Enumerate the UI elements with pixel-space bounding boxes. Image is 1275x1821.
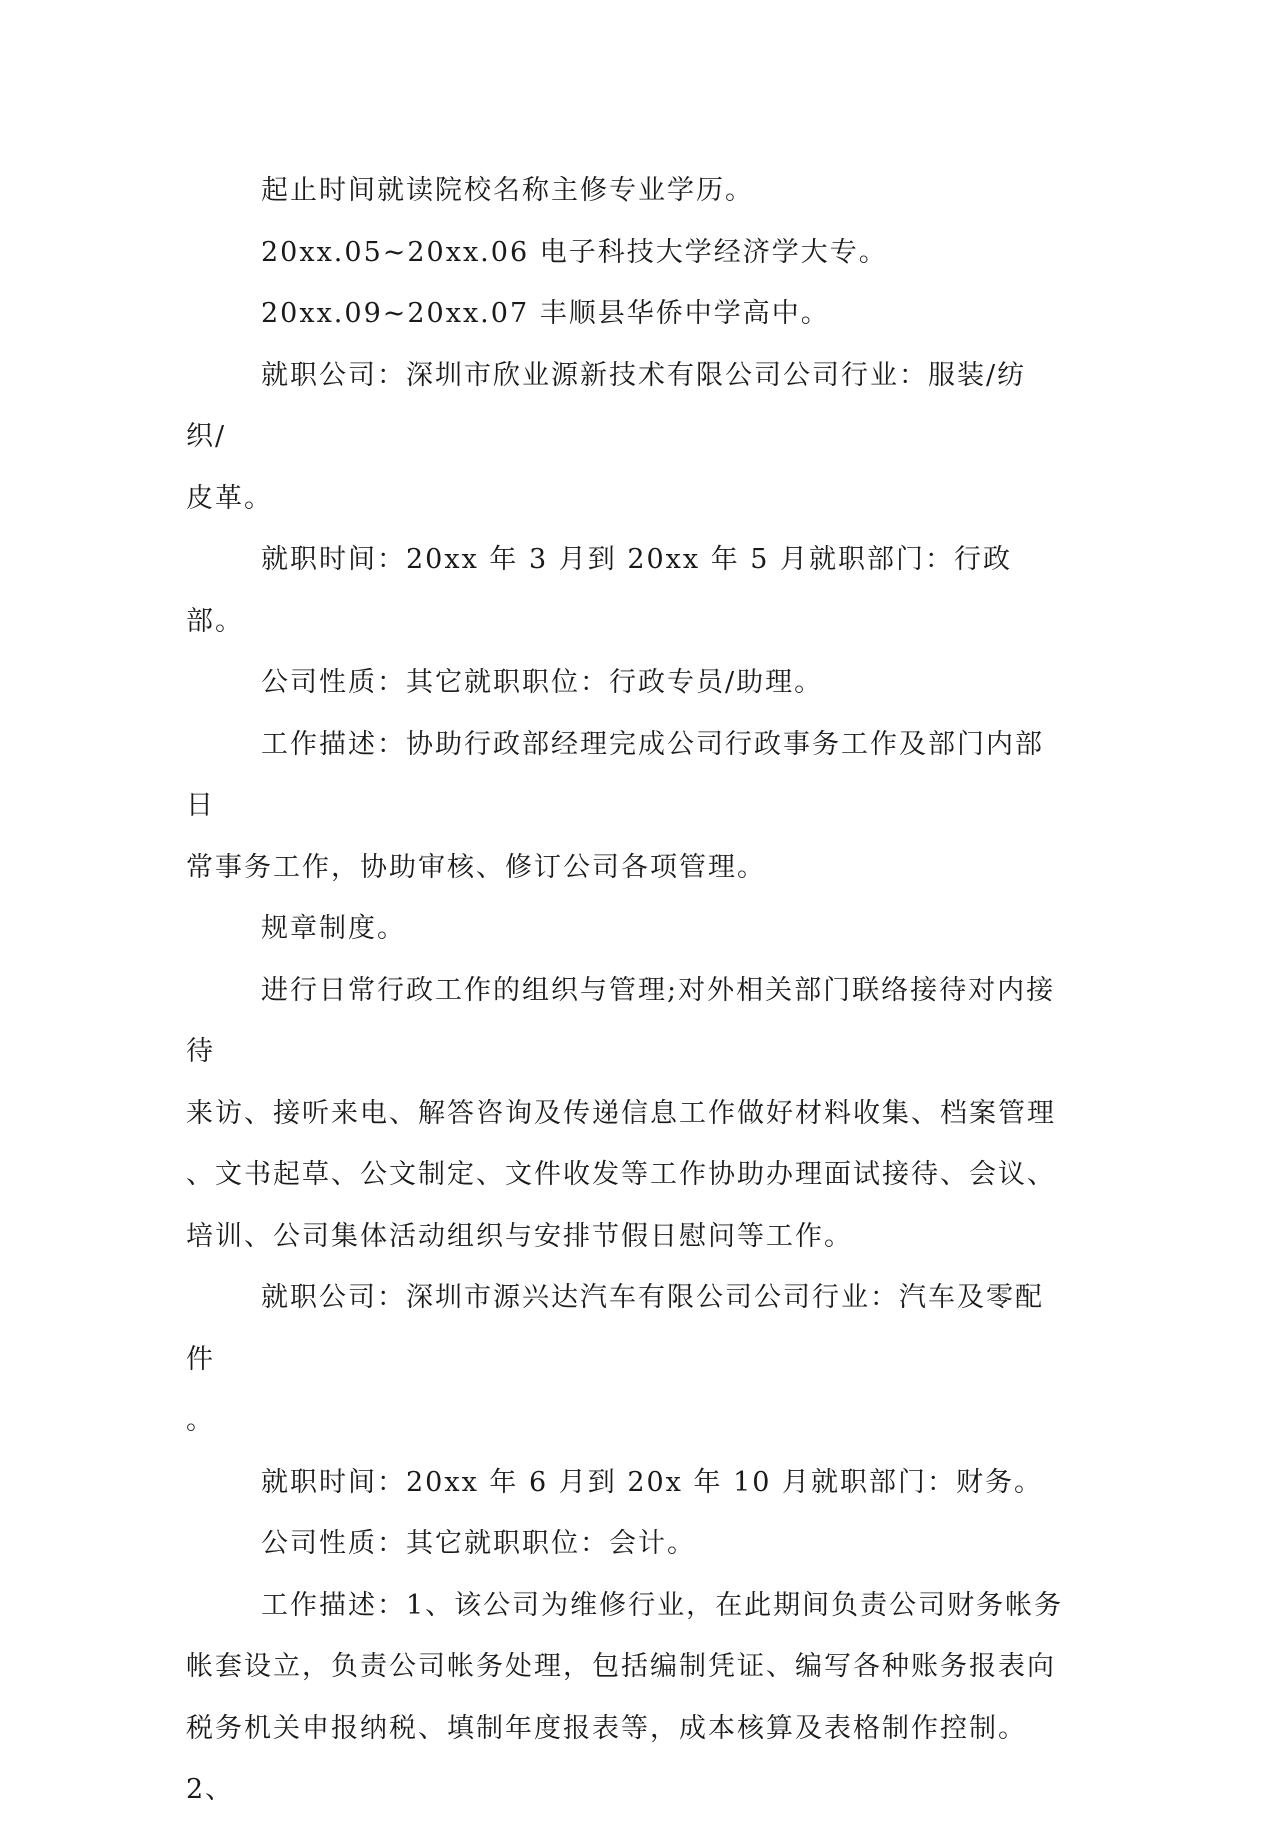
paragraph-education-2: 20xx.09~20xx.07 丰顺县华侨中学高中。 — [261, 298, 830, 329]
paragraph-period-1: 就职时间：20xx 年 3 月到 20xx 年 5 月就职部门：行政部。 — [186, 544, 1013, 637]
paragraph-description-1: 工作描述：协助行政部经理完成公司行政事务工作及部门内部日 常事务工作，协助审核、修订公司各项管理。 — [186, 728, 1044, 883]
paragraph-nature-2: 公司性质：其它就职职位：会计。 — [261, 1528, 696, 1559]
paragraph-period-2: 就职时间：20xx 年 6 月到 20x 年 10 月就职部门：财务。 — [261, 1466, 1044, 1498]
paragraph-nature-1: 公司性质：其它就职职位：行政专员/助理。 — [261, 667, 824, 698]
document-body — [186, 160, 1066, 1821]
paragraph-duties: 进行日常行政工作的组织与管理;对外相关部门联络接待对内接待 来访、接听来电、解答咨询及传递信息工作做好材料收集、档案管理 、文书起草、公文制定、文件收发等工作协助办理面试接待、会议、 培训、公司集体活动组织与安排节假日慰问等工作。 — [186, 974, 1056, 1252]
paragraph-education-header: 起止时间就读院校名称主修专业学历。 — [261, 175, 754, 206]
paragraph-rules: 规章制度。 — [261, 913, 406, 944]
paragraph-description-2: 工作描述：1、该公司为维修行业，在此期间负责公司财务帐务 帐套设立，负责公司帐务处理，包括编制凭证、编写各种账务报表向 税务机关申报纳税、填制年度报表等，成本核算及表格制作控制。2、 — [186, 1589, 1064, 1805]
paragraph-company-2: 就职公司：深圳市源兴达汽车有限公司公司行业：汽车及零配件 。 — [186, 1282, 1044, 1436]
paragraph-education-1: 20xx.05~20xx.06 电子科技大学经济学大专。 — [261, 236, 888, 268]
paragraph-company-1: 就职公司：深圳市欣业源新技术有限公司公司行业：服装/纺织/ 皮革。 — [186, 359, 1027, 514]
